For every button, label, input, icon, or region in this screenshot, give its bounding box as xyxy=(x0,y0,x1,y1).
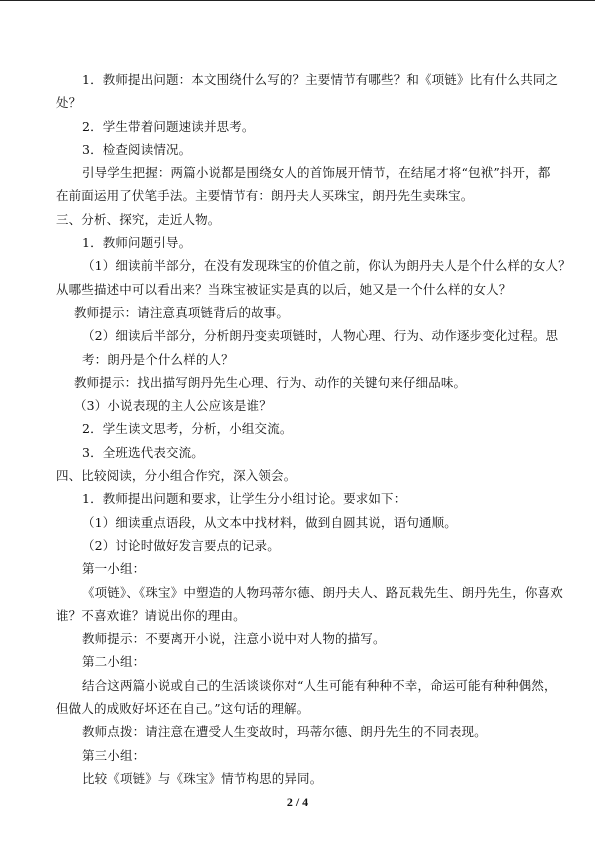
text-line: （2）讨论时做好发言要点的记录。 xyxy=(82,537,280,553)
text-line: 三、分析、探究，走近人物。 xyxy=(56,211,221,227)
text-line: 第二小组： xyxy=(82,654,146,670)
text-line: 3．检查阅读情况。 xyxy=(82,141,192,157)
page-number: 2 / 4 xyxy=(286,795,309,809)
text-line: 四、比较阅读，分小组合作究，深入领会。 xyxy=(56,468,297,484)
text-line: 处？ xyxy=(56,95,82,111)
text-line: 教师提示：请注意真项链背后的故事。 xyxy=(74,304,290,320)
text-line: （3）小说表现的主人公应该是谁？ xyxy=(74,398,272,414)
text-line: 2．学生带着问题速读并思考。 xyxy=(82,118,255,134)
text-line: 3．全班选代表交流。 xyxy=(82,444,204,460)
text-line: 1．教师提出问题和要求，让学生分小组讨论。要求如下： xyxy=(82,491,407,507)
text-line: 引导学生把握：两篇小说都是围绕女人的首饰展开情节，在结尾才将“包袱”抖开，都 xyxy=(82,165,551,181)
text-line: 在前面运用了伏笔手法。主要情节有：朗丹夫人买珠宝，朗丹先生卖珠宝。 xyxy=(56,188,474,204)
text-line: 《项链》、《珠宝》中塑造的人物玛蒂尔德、朗丹夫人、路瓦栽先生、朗丹先生，你喜欢 xyxy=(82,584,563,600)
text-line: 第一小组： xyxy=(82,561,146,577)
text-line: 第三小组： xyxy=(82,747,146,763)
text-line: 教师提示：不要离开小说，注意小说中对人物的描写。 xyxy=(82,631,386,647)
text-line: 从哪些描述中可以看出来？当珠宝被证实是真的以后，她又是一个什么样的女人？ xyxy=(56,281,512,297)
text-line: 教师提示：找出描写朗丹先生心理、行为、动作的关键句来仔细品味。 xyxy=(74,374,467,390)
text-line: 结合这两篇小说或自己的生活谈谈你对“人生可能有种种不幸，命运可能有种种偶然， xyxy=(82,677,557,693)
document-body xyxy=(56,68,571,790)
text-line: 1．教师提出问题：本文围绕什么写的？主要情节有哪些？和《项链》比有什么共同之 xyxy=(82,72,559,87)
text-line: （1）细读重点语段，从文本中找材料，做到自圆其说，语句通顺。 xyxy=(82,514,457,530)
header-rule xyxy=(0,0,595,1)
text-line: 1．教师问题引导。 xyxy=(82,235,192,251)
text-line: （2）细读后半部分，分析朗丹变卖项链时，人物心理、行为、动作逐步变化过程。思 xyxy=(82,328,559,344)
text-line: 教师点拨：请注意在遭受人生变故时，玛蒂尔德、朗丹先生的不同表现。 xyxy=(82,724,487,740)
text-line: 2．学生读文思考，分析，小组交流。 xyxy=(82,421,293,437)
text-line: 比较《项链》与《珠宝》情节构思的异同。 xyxy=(82,770,323,786)
text-line: 考：朗丹是个什么样的人？ xyxy=(82,351,234,367)
text-line: 谁？不喜欢谁？请说出你的理由。 xyxy=(56,607,246,623)
text-line: 但做人的成败好坏还在自己。”这句话的理解。 xyxy=(56,701,310,717)
text-line: （1）细读前半部分，在没有发现珠宝的价值之前，你认为朗丹夫人是个什么样的女人？ xyxy=(82,258,571,274)
